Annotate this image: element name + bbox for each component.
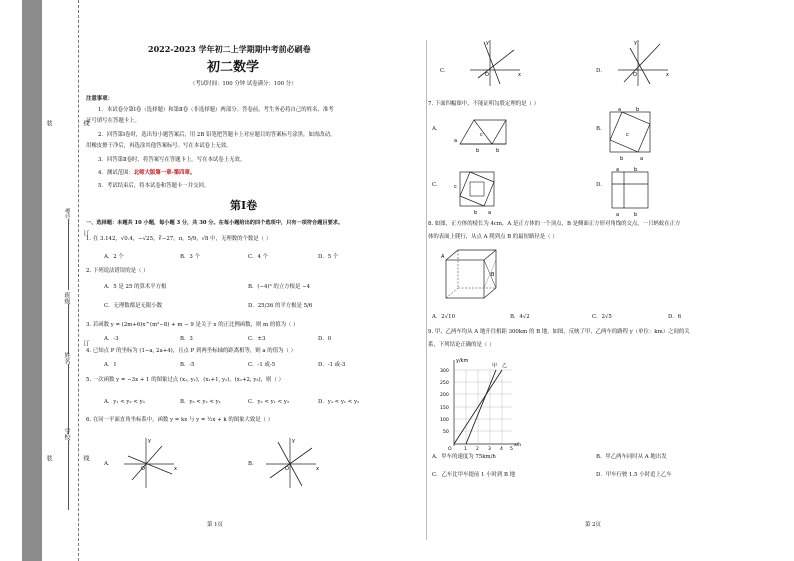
figure-label: a bbox=[640, 156, 644, 162]
chart-y-label: y/km bbox=[456, 358, 469, 364]
y-axis-label: y bbox=[148, 438, 151, 444]
q6-graph-b bbox=[260, 434, 324, 492]
figure-label: a bbox=[454, 138, 458, 144]
figure-label: c bbox=[454, 184, 457, 190]
origin-label: O bbox=[485, 72, 489, 78]
note-line: 2．回答第Ⅰ卷时，选出每小题答案后，用 2B 铅笔把答题卡上对应题目的答案标号涂黑。如需改动， bbox=[98, 132, 336, 138]
origin-label: O bbox=[633, 72, 637, 78]
figure-label: b bbox=[636, 107, 640, 113]
y-tick: 50 bbox=[443, 430, 449, 435]
q6-option-c[interactable]: C． bbox=[440, 68, 450, 74]
figure-label: b bbox=[474, 210, 478, 216]
origin-label: O bbox=[285, 466, 289, 472]
q1-option-d[interactable]: D．5 个 bbox=[318, 254, 339, 260]
exam-id-label: 考号： bbox=[63, 208, 70, 226]
exam-id-underline bbox=[68, 220, 69, 290]
binding-mark: 线 bbox=[82, 120, 89, 126]
q2-stem: 2. 下列说法错误的是（ ） bbox=[86, 268, 149, 274]
figure-label: a bbox=[488, 210, 492, 216]
q1-option-a[interactable]: A．2 个 bbox=[104, 254, 124, 260]
q7-option-b[interactable]: B． bbox=[596, 126, 606, 132]
note-line: 证号填写在答题卡上。 bbox=[86, 118, 140, 124]
x-axis-label: x bbox=[174, 466, 177, 472]
x-axis-label: x bbox=[518, 72, 521, 78]
q6-graph-d bbox=[612, 38, 676, 88]
name-underline bbox=[68, 364, 69, 434]
note-line: 1．本试卷分第Ⅰ卷（选择题）和第Ⅱ卷（非选择题）两部分。答卷前，考生务必将自己的姓名、准考 bbox=[98, 107, 334, 113]
x-axis-label: x bbox=[316, 466, 319, 472]
page-number-right: 第 2页 bbox=[585, 522, 601, 528]
q4-option-d[interactable]: D．-1 或-3 bbox=[318, 362, 346, 368]
figure-label: a bbox=[616, 167, 620, 173]
note-line: 用橡皮擦干净后，再选涂其他答案标号。写在本试卷上无效。 bbox=[86, 143, 232, 149]
q8-option-c[interactable]: C．2√5 bbox=[592, 314, 612, 320]
x-tick: 1 bbox=[464, 447, 467, 450]
exam-title: 2022-2023 学年初二上学期期中考前必刷卷 bbox=[148, 44, 311, 54]
q8-cube-figure bbox=[440, 246, 502, 302]
q8-option-d[interactable]: D．6 bbox=[668, 314, 682, 320]
q8-stem-line-1: 8. 如图，正方体的棱长为 4cm，A 是正方体的一个顶点，B 是侧面正方形对角线的交点，一只蚂蚁在正方 bbox=[428, 221, 681, 227]
series-jia-label: 甲 bbox=[492, 363, 498, 369]
notes-heading: 注意事项： bbox=[86, 96, 113, 102]
binding-strip bbox=[22, 0, 42, 561]
binding-mark: 装 bbox=[45, 455, 52, 461]
origin-label: O bbox=[448, 447, 452, 450]
q9-option-b[interactable]: B．甲乙两车同时从 A 地出发 bbox=[596, 454, 667, 460]
q7-figure-b bbox=[606, 106, 656, 162]
q7-figure-a bbox=[452, 112, 514, 160]
q3-stem: 3. 若函数 y = (2m+6)x^(m²−8) + m − 9 是关于 x 的正比例函数，则 m 的值为（ ） bbox=[86, 322, 299, 328]
figure-label: b bbox=[496, 148, 500, 154]
q1-option-c[interactable]: C．4 个 bbox=[248, 254, 269, 260]
binding-line bbox=[78, 0, 80, 561]
exam-info: （考试时间：100 分钟 试卷满分：100 分） bbox=[190, 81, 297, 87]
q7-stem: 7. 下面四幅图中，不能证明勾股定理的是（ ） bbox=[428, 101, 539, 107]
q3-option-b[interactable]: B．3 bbox=[180, 336, 193, 342]
origin-label: O bbox=[141, 466, 145, 472]
q2-option-b[interactable]: B．(−4)³ 的立方根是 −4 bbox=[248, 284, 310, 290]
y-tick: 300 bbox=[440, 369, 449, 374]
x-tick: 2 bbox=[476, 447, 479, 450]
q7-option-d[interactable]: D． bbox=[596, 182, 606, 188]
school-underline bbox=[68, 440, 69, 510]
y-axis-label: y bbox=[634, 40, 637, 46]
q7-figure-c bbox=[452, 166, 502, 218]
series-yi-label: 乙 bbox=[502, 363, 508, 369]
q9-distance-chart bbox=[432, 354, 522, 450]
section-instruction: 一、选择题：本题共 10 小题，每小题 3 分，共 30 分。在每小题给出的四个选项中，只有一项符合题目要求。 bbox=[86, 220, 344, 226]
q6-option-b[interactable]: B． bbox=[248, 461, 258, 467]
note-line: 5．考试结束后，将本试卷和答题卡一并交回。 bbox=[98, 183, 210, 189]
name-label: 姓名： bbox=[63, 352, 70, 370]
q3-option-c[interactable]: C．±3 bbox=[248, 336, 266, 342]
figure-label: a bbox=[618, 107, 622, 113]
student-info-column bbox=[62, 0, 76, 561]
figure-label: c bbox=[626, 132, 629, 138]
binding-mark: 订 bbox=[82, 340, 89, 346]
q5-stem: 5. 一次函数 y = −3x + 1 的图象过点 (x₁, y₁)，(x₁+1, y₂)，(x₁+2, y₃)，则（ ） bbox=[86, 377, 284, 383]
figure-label: b bbox=[476, 148, 480, 154]
q4-option-b[interactable]: B．-5 bbox=[180, 362, 195, 368]
q4-stem: 4. 已知点 P 的坐标为 (1−a, 2a+4)，且点 P 到两坐标轴的距离相等，则 a 的值为（ ） bbox=[86, 348, 296, 354]
q5-option-a[interactable]: A．y₁ < y₂ < y₃ bbox=[104, 399, 145, 405]
page-number-left: 第 1页 bbox=[207, 522, 223, 528]
x-tick: 5 bbox=[510, 447, 513, 450]
section-title: 第Ⅰ卷 bbox=[230, 199, 258, 212]
q5-option-b[interactable]: B．y₃ < y₂ < y₁ bbox=[180, 399, 221, 405]
point-a-label: A bbox=[441, 254, 445, 260]
q6-graph-a bbox=[118, 434, 182, 492]
note-line: 3．回答第Ⅱ卷时，将答案写在答题卡上。写在本试卷上无效。 bbox=[98, 157, 246, 163]
q8-option-b[interactable]: B．4√2 bbox=[510, 314, 530, 320]
note-line: 4．测试范围：北师大版第一章-第四章。 bbox=[98, 170, 196, 176]
y-axis-label: y bbox=[486, 40, 489, 46]
q7-option-c[interactable]: C． bbox=[432, 182, 442, 188]
binding-mark: 装 bbox=[45, 120, 52, 126]
y-tick: 200 bbox=[440, 393, 449, 398]
x-tick: 3 bbox=[488, 447, 491, 450]
q4-option-c[interactable]: C．-1 或-5 bbox=[248, 362, 276, 368]
y-axis-label: y bbox=[292, 438, 295, 444]
q7-figure-d bbox=[606, 166, 656, 218]
q1-option-b[interactable]: B．3 个 bbox=[180, 254, 200, 260]
q8-option-a[interactable]: A．2√10 bbox=[432, 314, 456, 320]
q9-stem-line-2: 系，下列结论正确的是（ ） bbox=[428, 342, 495, 348]
class-underline bbox=[68, 304, 69, 354]
q6-graph-c bbox=[464, 38, 528, 88]
q8-stem-line-2: 体的表面上爬行，从点 A 爬到点 B 的最短路径是（ ） bbox=[428, 234, 558, 240]
q6-option-a[interactable]: A． bbox=[104, 461, 114, 467]
school-label: 学校： bbox=[63, 428, 70, 446]
y-tick: 150 bbox=[440, 406, 449, 411]
class-label: 班级： bbox=[63, 292, 70, 310]
q6-option-d[interactable]: D． bbox=[596, 68, 606, 74]
y-tick: 100 bbox=[440, 418, 449, 423]
page-divider bbox=[426, 40, 427, 540]
test-scope: 北师大版第一章-第四章。 bbox=[133, 170, 196, 176]
q2-option-a[interactable]: A．5 是 25 的算术平方根 bbox=[104, 284, 167, 290]
q1-stem: 1. 在 3.142，√0.4，−√25，∛−27，π，5/9，√8 中，无理数的个数是（ ） bbox=[86, 236, 272, 242]
x-axis-label: x bbox=[666, 72, 669, 78]
q5-option-c[interactable]: C．y₂ < y₁ < y₃ bbox=[248, 399, 290, 405]
q9-stem-line-1: 9. 甲、乙两车均从 A 地开往相距 300km 的 B 地，如图，反映了甲、乙两车的路程 y（单位：km）之间的关 bbox=[428, 329, 690, 335]
q2-option-d[interactable]: D．25/36 的平方根是 5/6 bbox=[248, 303, 313, 309]
figure-label: b bbox=[634, 212, 638, 218]
figure-label: b bbox=[620, 156, 624, 162]
figure-label: b bbox=[634, 167, 638, 173]
q9-option-a[interactable]: A．甲车的速度为 75km/h bbox=[432, 454, 496, 460]
figure-label: c bbox=[480, 132, 483, 138]
q9-option-c[interactable]: C．乙车比甲车提前 1 小时到 B 地 bbox=[432, 472, 516, 478]
q7-option-a[interactable]: A． bbox=[432, 126, 442, 132]
point-b-label: B bbox=[491, 272, 495, 278]
q9-option-d[interactable]: D．甲车行驶 1.5 小时追上乙车 bbox=[596, 472, 672, 478]
q2-option-c[interactable]: C．无理数都是无限小数 bbox=[104, 303, 163, 309]
x-tick: 4 bbox=[500, 447, 503, 450]
subject-title: 初二数学 bbox=[207, 60, 260, 75]
binding-mark: 线 bbox=[82, 455, 89, 461]
figure-label: a bbox=[616, 212, 620, 218]
binding-mark: 订 bbox=[82, 230, 89, 236]
chart-x-label: x/h bbox=[514, 443, 522, 448]
q4-option-a[interactable]: A．1 bbox=[104, 362, 117, 368]
y-tick: 250 bbox=[440, 381, 449, 386]
q5-option-d[interactable]: D．y₃ < y₁ < y₂ bbox=[318, 399, 360, 405]
q3-option-d[interactable]: D．0 bbox=[318, 336, 332, 342]
q6-stem: 6. 在同一平面直角坐标系中，函数 y = kx 与 y = ½x + k 的图象大致是（ ） bbox=[86, 417, 274, 423]
q3-option-a[interactable]: A．-3 bbox=[104, 336, 119, 342]
